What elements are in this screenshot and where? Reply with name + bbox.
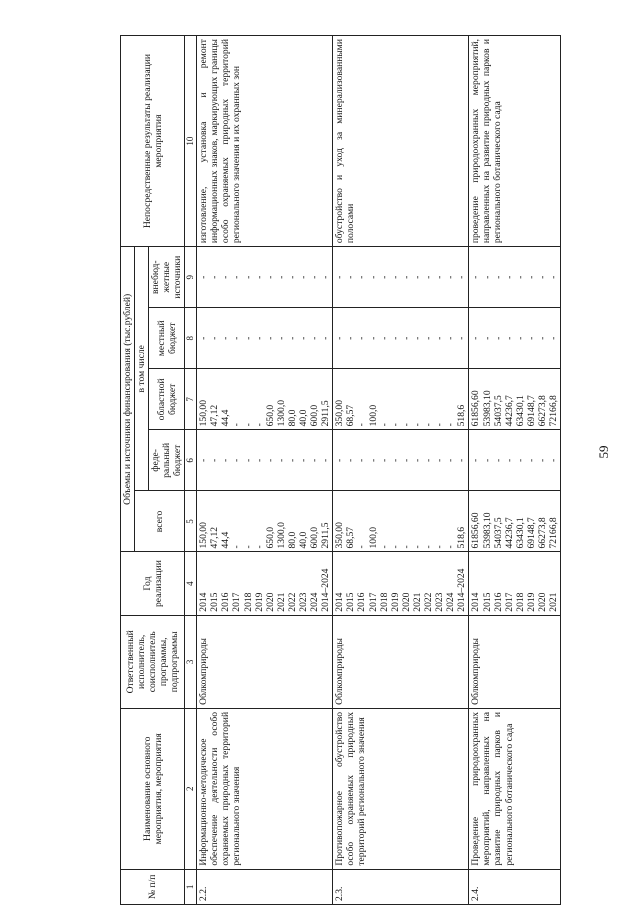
- column-number: 9: [185, 247, 197, 308]
- regional-list-value: 63430,1: [514, 395, 526, 427]
- federal-list-value: -: [345, 458, 357, 462]
- federal-list-value: -: [481, 458, 493, 462]
- regional-list: [333, 369, 469, 430]
- local-list-value: -: [356, 336, 368, 340]
- measure-name: Информационно-методическое обеспечение деятельности особо охраняемых природных территорий регионального значения: [197, 708, 333, 869]
- regional-list-value: 518,6: [456, 404, 468, 427]
- federal-list-value: -: [445, 458, 457, 462]
- federal-list-value: -: [470, 458, 482, 462]
- regional-list-value: -: [434, 423, 446, 427]
- total-list-value: 1300,0: [275, 522, 287, 549]
- local-list-value: -: [492, 336, 504, 340]
- extrabudget-list-value: -: [275, 275, 287, 279]
- extrabudget-list-value: -: [411, 275, 423, 279]
- federal-list-value: -: [220, 458, 232, 462]
- year-list-value: 2020: [536, 592, 548, 612]
- extrabudget-list-value: -: [378, 275, 390, 279]
- column-number: 4: [185, 552, 197, 615]
- local-list-value: -: [481, 336, 493, 340]
- federal-list-value: -: [434, 458, 446, 462]
- federal-list-value: -: [198, 458, 210, 462]
- total-list-value: -: [378, 545, 390, 549]
- year-list-value: 2016: [492, 592, 504, 612]
- regional-list-value: 40,0: [298, 409, 309, 427]
- federal-list-value: -: [389, 458, 401, 462]
- federal-list-value: -: [298, 458, 309, 462]
- federal-list-value: -: [367, 458, 379, 462]
- local-list-value: -: [298, 336, 309, 340]
- year-list-value: 2022: [286, 592, 298, 612]
- extrabudget-list-value: -: [209, 275, 221, 279]
- local-list-value: -: [264, 336, 276, 340]
- federal-list-value: -: [264, 458, 276, 462]
- extrabudget-list-value: -: [456, 275, 468, 279]
- responsible-executor: Облкомприроды: [333, 615, 469, 708]
- year-list-value: 2014: [470, 592, 482, 612]
- financing-table: [120, 35, 561, 905]
- regional-list-value: 47,12: [209, 404, 221, 427]
- local-list-value: -: [536, 336, 548, 340]
- regional-list-value: -: [231, 423, 243, 427]
- column-number: 8: [185, 308, 197, 369]
- table-row: [333, 36, 469, 905]
- federal-list-value: -: [514, 458, 526, 462]
- federal-list-value: -: [253, 458, 265, 462]
- header-including: в том числе: [135, 247, 149, 491]
- federal-list-value: -: [456, 458, 468, 462]
- responsible-executor: Облкомприроды: [197, 615, 333, 708]
- total-list: [333, 491, 469, 552]
- total-list-value: 53983,10: [481, 512, 493, 549]
- year-list-value: 2020: [264, 592, 276, 612]
- header-year: Год реализации: [121, 552, 185, 615]
- column-number: 6: [185, 430, 197, 491]
- local-list-value: -: [470, 336, 482, 340]
- total-list-value: 44,4: [220, 531, 232, 549]
- local-list-value: -: [411, 336, 423, 340]
- total-list-value: -: [231, 545, 243, 549]
- regional-list-value: 80,0: [286, 409, 298, 427]
- federal-list: [197, 430, 333, 491]
- column-number: 3: [185, 615, 197, 708]
- year-list-value: 2020: [400, 592, 412, 612]
- year-list-value: 2017: [503, 592, 515, 612]
- year-list-value: 2016: [356, 592, 368, 612]
- federal-list-value: -: [320, 458, 332, 462]
- result-description: обустройство и уход за минерализованными полосами: [333, 36, 469, 247]
- total-list-value: 650,0: [264, 526, 276, 549]
- regional-list-value: 68,57: [345, 404, 357, 427]
- year-list-value: 2018: [242, 592, 254, 612]
- total-list-value: 44236,7: [503, 517, 515, 549]
- regional-list-value: 2911,5: [320, 400, 332, 427]
- year-list-value: 2021: [548, 592, 560, 612]
- regional-list-value: 61856,60: [470, 390, 482, 427]
- federal-list-value: -: [231, 458, 243, 462]
- row-number: 2.2.: [197, 869, 333, 904]
- total-list-value: 350,00: [334, 522, 346, 549]
- header-extrabudget: внебюд- жетные источники: [149, 247, 185, 308]
- header-local: местный бюджет: [149, 308, 185, 369]
- regional-list-value: 69148,7: [525, 395, 537, 427]
- total-list-value: -: [445, 545, 457, 549]
- extrabudget-list-value: -: [298, 275, 309, 279]
- extrabudget-list-value: -: [309, 275, 321, 279]
- regional-list: [469, 369, 561, 430]
- local-list-value: -: [242, 336, 254, 340]
- header-name: Наименование основного мероприятия, мероприятия: [121, 708, 185, 869]
- local-list-value: -: [525, 336, 537, 340]
- year-list-value: 2018: [378, 592, 390, 612]
- regional-list-value: 1300,0: [275, 399, 287, 427]
- total-list-value: -: [423, 545, 435, 549]
- year-list-value: 2021: [275, 592, 287, 612]
- column-number: 1: [185, 869, 197, 904]
- year-list-value: 2019: [253, 592, 265, 612]
- year-list-value: 2016: [220, 592, 232, 612]
- extrabudget-list-value: -: [198, 275, 210, 279]
- total-list-value: -: [389, 545, 401, 549]
- extrabudget-list-value: -: [525, 275, 537, 279]
- extrabudget-list: [469, 247, 561, 308]
- regional-list-value: -: [423, 423, 435, 427]
- total-list-value: 63430,1: [514, 517, 526, 549]
- extrabudget-list-value: -: [481, 275, 493, 279]
- regional-list-value: 150,00: [198, 399, 210, 427]
- year-list-value: 2022: [423, 592, 435, 612]
- regional-list-value: 650,0: [264, 404, 276, 427]
- total-list-value: -: [356, 545, 368, 549]
- extrabudget-list-value: -: [367, 275, 379, 279]
- local-list-value: -: [209, 336, 221, 340]
- regional-list-value: 44236,7: [503, 395, 515, 427]
- year-list-value: 2018: [514, 592, 526, 612]
- extrabudget-list-value: -: [356, 275, 368, 279]
- total-list-value: -: [253, 545, 265, 549]
- extrabudget-list: [333, 247, 469, 308]
- total-list-value: 2911,5: [320, 522, 332, 549]
- local-list-value: -: [345, 336, 357, 340]
- extrabudget-list-value: -: [400, 275, 412, 279]
- year-list-value: 2024: [309, 592, 321, 612]
- local-list-value: -: [286, 336, 298, 340]
- local-list-value: -: [220, 336, 232, 340]
- total-list-value: 61856,60: [470, 512, 482, 549]
- local-list-value: -: [198, 336, 210, 340]
- year-list-value: 2014: [334, 592, 346, 612]
- federal-list-value: -: [286, 458, 298, 462]
- column-number: 2: [185, 708, 197, 869]
- federal-list-value: -: [275, 458, 287, 462]
- regional-list-value: -: [378, 423, 390, 427]
- total-list-value: 150,00: [198, 522, 210, 549]
- total-list-value: 47,12: [209, 526, 221, 549]
- federal-list-value: -: [334, 458, 346, 462]
- regional-list-value: 350,00: [334, 399, 346, 427]
- extrabudget-list-value: -: [445, 275, 457, 279]
- regional-list-value: 66273,8: [536, 395, 548, 427]
- federal-list-value: -: [548, 458, 560, 462]
- total-list: [197, 491, 333, 552]
- federal-list-value: -: [411, 458, 423, 462]
- year-list-value: 2023: [298, 592, 309, 612]
- total-list-value: 40,0: [298, 531, 309, 549]
- federal-list: [469, 430, 561, 491]
- regional-list-value: -: [389, 423, 401, 427]
- local-list-value: -: [309, 336, 321, 340]
- extrabudget-list-value: -: [242, 275, 254, 279]
- year-list-value: 2017: [231, 592, 243, 612]
- column-numbers-row: [185, 36, 197, 905]
- extrabudget-list-value: -: [320, 275, 332, 279]
- total-list-value: 518,6: [456, 526, 468, 549]
- year-list: [197, 552, 333, 615]
- extrabudget-list-value: -: [334, 275, 346, 279]
- total-list-value: 80,0: [286, 531, 298, 549]
- header-federal: феде- ральный бюджет: [149, 430, 185, 491]
- local-list-value: -: [514, 336, 526, 340]
- table-row: [469, 36, 561, 905]
- local-list-value: -: [503, 336, 515, 340]
- extrabudget-list-value: -: [286, 275, 298, 279]
- row-number: 2.3.: [333, 869, 469, 904]
- local-list-value: -: [378, 336, 390, 340]
- total-list-value: 600,0: [309, 526, 321, 549]
- regional-list-value: -: [356, 423, 368, 427]
- federal-list-value: -: [309, 458, 321, 462]
- total-list-value: 100,0: [367, 526, 379, 549]
- year-list: [333, 552, 469, 615]
- year-list-value: 2015: [345, 592, 357, 612]
- local-list-value: -: [548, 336, 560, 340]
- table-row: [197, 36, 333, 905]
- local-list-value: -: [445, 336, 457, 340]
- year-list-value: 2014–2024: [456, 568, 468, 612]
- federal-list-value: -: [492, 458, 504, 462]
- year-list-value: 2014: [198, 592, 210, 612]
- extrabudget-list-value: -: [503, 275, 515, 279]
- regional-list-value: -: [445, 423, 457, 427]
- header-regional: областной бюджет: [149, 369, 185, 430]
- extrabudget-list-value: -: [423, 275, 435, 279]
- responsible-executor: Облкомприроды: [469, 615, 561, 708]
- local-list-value: -: [423, 336, 435, 340]
- result-description: изготовление, установка и ремонт информационных знаков, маркирующих границы особо охраняемых природных территорий регионального значения и их охранных зон: [197, 36, 333, 247]
- regional-list-value: 54037,5: [492, 395, 504, 427]
- local-list-value: -: [334, 336, 346, 340]
- local-list-value: -: [320, 336, 332, 340]
- year-list-value: 2021: [411, 592, 423, 612]
- total-list-value: 72166,8: [548, 517, 560, 549]
- extrabudget-list-value: -: [253, 275, 265, 279]
- header-financing: Объемы и источники финансирования (тыс.рублей): [121, 247, 135, 552]
- year-list-value: 2024: [445, 592, 457, 612]
- local-list-value: -: [400, 336, 412, 340]
- extrabudget-list-value: -: [434, 275, 446, 279]
- extrabudget-list: [197, 247, 333, 308]
- total-list-value: -: [434, 545, 446, 549]
- local-list: [469, 308, 561, 369]
- local-list-value: -: [389, 336, 401, 340]
- extrabudget-list-value: -: [548, 275, 560, 279]
- federal-list-value: -: [400, 458, 412, 462]
- total-list-value: 66273,8: [536, 517, 548, 549]
- local-list-value: -: [434, 336, 446, 340]
- rotated-table-sheet: [80, 0, 640, 905]
- year-list-value: 2023: [434, 592, 446, 612]
- column-number: 5: [185, 491, 197, 552]
- year-list-value: 2017: [367, 592, 379, 612]
- regional-list: [197, 369, 333, 430]
- extrabudget-list-value: -: [264, 275, 276, 279]
- total-list-value: -: [400, 545, 412, 549]
- measure-name: Противопожарное обустройство особо охраняемых природных территорий регионального значения: [333, 708, 469, 869]
- local-list-value: -: [231, 336, 243, 340]
- regional-list-value: 100,0: [367, 404, 379, 427]
- local-list-value: -: [275, 336, 287, 340]
- regional-list-value: -: [242, 423, 254, 427]
- federal-list-value: -: [378, 458, 390, 462]
- year-list-value: 2019: [525, 592, 537, 612]
- extrabudget-list-value: -: [492, 275, 504, 279]
- total-list-value: 68,57: [345, 526, 357, 549]
- measure-name: Проведение природоохранных мероприятий, направленных на развитие природных парков и регионального ботанического сада: [469, 708, 561, 869]
- total-list: [469, 491, 561, 552]
- regional-list-value: -: [253, 423, 265, 427]
- year-list-value: 2015: [209, 592, 221, 612]
- federal-list-value: -: [209, 458, 221, 462]
- header-responsible: Ответственный исполнитель, соисполнитель программы, подпрограммы: [121, 615, 185, 708]
- header-no: № п/п: [121, 869, 185, 904]
- extrabudget-list-value: -: [536, 275, 548, 279]
- page-number: 59: [596, 445, 611, 459]
- year-list-value: 2015: [481, 592, 493, 612]
- local-list-value: -: [253, 336, 265, 340]
- regional-list-value: 53983,10: [481, 390, 493, 427]
- total-list-value: -: [242, 545, 254, 549]
- regional-list-value: 72166,8: [548, 395, 560, 427]
- federal-list-value: -: [525, 458, 537, 462]
- regional-list-value: -: [400, 423, 412, 427]
- extrabudget-list-value: -: [345, 275, 357, 279]
- row-number: 2.4.: [469, 869, 561, 904]
- federal-list-value: -: [423, 458, 435, 462]
- federal-list-value: -: [242, 458, 254, 462]
- total-list-value: 69148,7: [525, 517, 537, 549]
- regional-list-value: 44,4: [220, 409, 232, 427]
- extrabudget-list-value: -: [231, 275, 243, 279]
- year-list: [469, 552, 561, 615]
- local-list-value: -: [456, 336, 468, 340]
- local-list-value: -: [367, 336, 379, 340]
- result-description: проведение природоохранных мероприятий, направленных на развитие природных парков и регионального ботанического сада: [469, 36, 561, 247]
- header-results: Непосредственные результаты реализации мероприятия: [121, 36, 185, 247]
- extrabudget-list-value: -: [514, 275, 526, 279]
- local-list: [197, 308, 333, 369]
- year-list-value: 2019: [389, 592, 401, 612]
- year-list-value: 2014–2024: [320, 568, 332, 612]
- regional-list-value: -: [411, 423, 423, 427]
- local-list: [333, 308, 469, 369]
- extrabudget-list-value: -: [470, 275, 482, 279]
- federal-list: [333, 430, 469, 491]
- regional-list-value: 600,0: [309, 404, 321, 427]
- table-body: [197, 36, 561, 905]
- federal-list-value: -: [356, 458, 368, 462]
- total-list-value: 54037,5: [492, 517, 504, 549]
- total-list-value: -: [411, 545, 423, 549]
- column-number: 7: [185, 369, 197, 430]
- extrabudget-list-value: -: [389, 275, 401, 279]
- column-number: 10: [185, 36, 197, 247]
- federal-list-value: -: [536, 458, 548, 462]
- header-total: всего: [135, 491, 185, 552]
- federal-list-value: -: [503, 458, 515, 462]
- extrabudget-list-value: -: [220, 275, 232, 279]
